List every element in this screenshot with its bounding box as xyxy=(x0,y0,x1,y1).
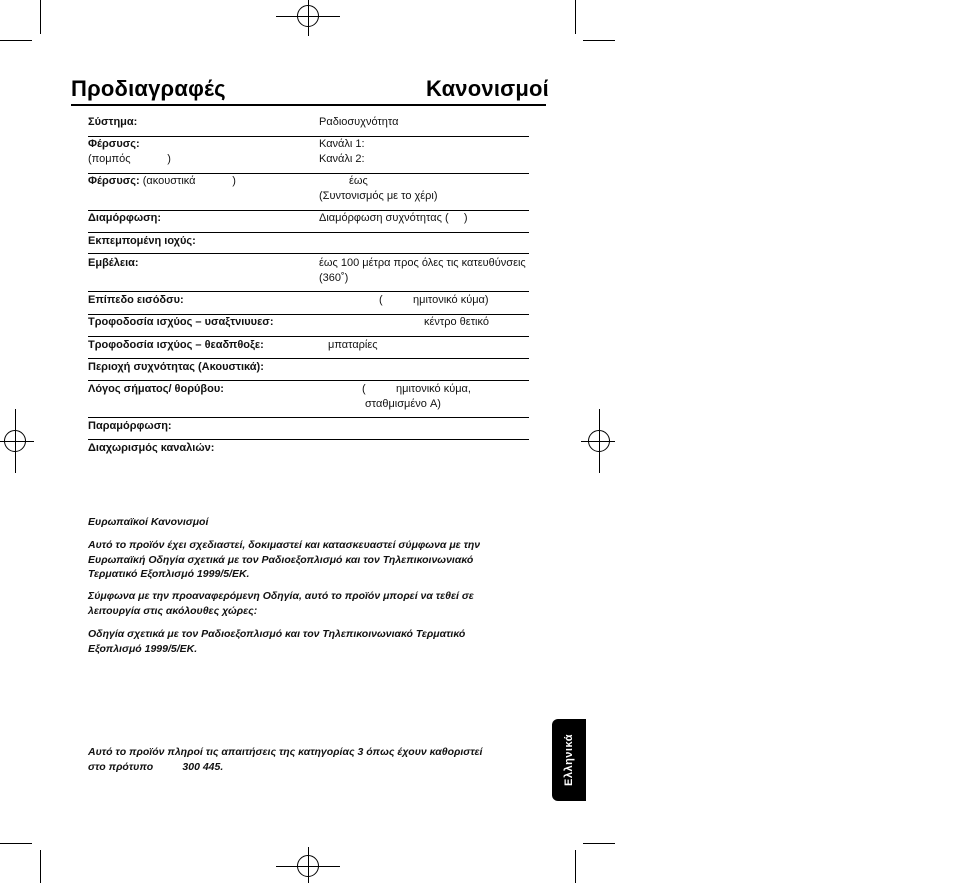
language-tab-label: Ελληνικά xyxy=(563,734,575,786)
regulations-paragraph-2: Σύμφωνα με την προαναφερόμενη Οδηγία, αυτό το προϊόν μπορεί να τεθεί σε λειτουργία στις ακόλουθες χώρες: xyxy=(88,590,474,617)
page-title-regulations: Κανονισμοί xyxy=(426,76,549,101)
spec-value: Κανάλι 1: xyxy=(319,138,365,150)
spec-row-snr xyxy=(88,382,529,418)
spec-sublabel: (πομπός ) xyxy=(88,153,171,165)
spec-row-frequency-range xyxy=(88,360,529,381)
regulations-paragraph-4: Αυτό το προϊόν πληροί τις απαιτήσεις της κατηγορίας 3 όπως έχουν καθοριστεί στο πρότυπο 300 445. xyxy=(88,746,483,773)
spec-value: έως 100 μέτρα προς όλες τις κατευθύνσεις xyxy=(319,257,526,269)
spec-value: (360˚) xyxy=(319,272,349,284)
spec-value: Κανάλι 2: xyxy=(319,153,365,165)
spec-value: σταθμισμένο A) xyxy=(365,398,441,410)
crop-mark xyxy=(40,0,41,34)
crop-mark xyxy=(0,40,32,41)
spec-row-emitted-power xyxy=(88,234,529,254)
registration-mark xyxy=(297,5,319,27)
registration-mark xyxy=(588,430,610,452)
crop-mark xyxy=(575,0,576,34)
spec-label: Διαχωρισμός καναλιών: xyxy=(88,442,215,454)
title-divider xyxy=(71,104,546,106)
spec-label: Σύστημα: xyxy=(88,116,138,128)
spec-row-range xyxy=(88,256,529,292)
language-tab xyxy=(552,719,586,801)
spec-label: Φέρσυσς: (ακουστικά ) xyxy=(88,175,236,187)
spec-row-input-level xyxy=(88,293,529,315)
regulations-paragraph-1: Αυτό το προϊόν έχει σχεδιαστεί, δοκιμαστεί και κατασκευαστεί σύμφωνα με την Ευρωπαϊκή Οδηγία σχετικά με τον Ραδιοεξοπλισμό και τον Τηλεπικοινωνιακό Τερματικό Εξοπλισμό 1999/5/ΕΚ. xyxy=(88,539,481,580)
crop-mark xyxy=(575,850,576,883)
spec-value: έως xyxy=(349,175,368,187)
spec-value: ημιτονικό κύμα, xyxy=(396,383,471,395)
spec-value: (Συντονισμός με το χέρι) xyxy=(319,190,438,202)
spec-value: Διαμόρφωση συχνότητας ( ) xyxy=(319,212,468,224)
spec-label: Φέρσυσς: xyxy=(88,138,140,150)
crop-mark xyxy=(583,843,615,844)
spec-value: Ραδιοσυχνότητα xyxy=(319,116,399,128)
page-title-specifications: Προδιαγραφές xyxy=(71,76,226,101)
spec-row-system xyxy=(88,115,529,137)
spec-value: ( xyxy=(379,294,383,306)
regulations-heading: Ευρωπαϊκοί Κανονισμοί xyxy=(88,516,209,528)
spec-row-distortion xyxy=(88,419,529,440)
spec-label: Τροφοδοσία ισχύος – υσαξτνιυυεσ: xyxy=(88,316,274,328)
spec-label: Λόγος σήματος/ θορύβου: xyxy=(88,383,224,395)
spec-row-carrier-transmitter xyxy=(88,137,529,174)
spec-row-modulation xyxy=(88,211,529,233)
crop-mark xyxy=(40,850,41,883)
regulations-paragraph-3: Οδηγία σχετικά με τον Ραδιοεξοπλισμό και τον Τηλεπικοινωνιακό Τερματικό Εξοπλισμό 1999/5/ΕΚ. xyxy=(88,628,466,655)
crop-mark xyxy=(0,843,32,844)
registration-mark xyxy=(297,855,319,877)
spec-label: Διαμόρφωση: xyxy=(88,212,162,224)
spec-label: Τροφοδοσία ισχύος – θεαδπθοξε: xyxy=(88,339,264,351)
spec-value: ( xyxy=(362,383,366,395)
spec-row-channel-separation xyxy=(88,441,529,459)
crop-mark xyxy=(583,40,615,41)
registration-mark xyxy=(4,430,26,452)
spec-value: κέντρο θετικό xyxy=(424,316,489,328)
spec-label: Εκπεμπομένη ιοχύς: xyxy=(88,235,196,247)
spec-value: ημιτονικό κύμα) xyxy=(413,294,489,306)
spec-label: Εμβέλεια: xyxy=(88,257,139,269)
spec-label: Επίπεδο εισόδσυ: xyxy=(88,294,184,306)
spec-value: μπαταρίες xyxy=(328,339,378,351)
spec-label: Περιοχή συχνότητας (Ακουστικά): xyxy=(88,361,264,373)
spec-row-power-adapter xyxy=(88,315,529,337)
spec-row-power-headphones xyxy=(88,338,529,359)
spec-row-carrier-headphones xyxy=(88,174,529,211)
spec-label: Παραμόρφωση: xyxy=(88,420,172,432)
